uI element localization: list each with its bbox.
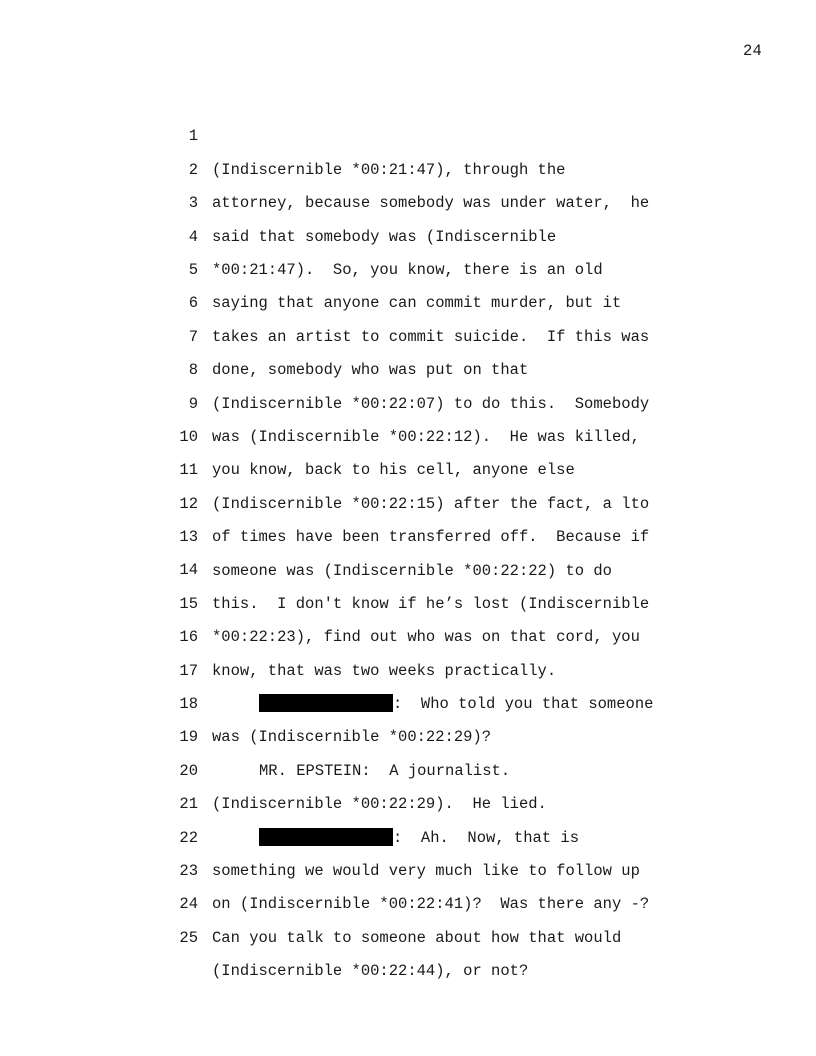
line-number: 18	[179, 695, 198, 714]
line-text: this. I don't know if he’s lost (Indiscernible	[212, 594, 650, 613]
line-number: 1	[188, 127, 198, 146]
line-number: 4	[188, 227, 198, 246]
line-text: : Ah. Now, that is	[393, 828, 580, 847]
line-number: 8	[188, 361, 198, 380]
line-number: 23	[179, 862, 198, 880]
line-text: *00:22:23), find out who was on that cord, you	[212, 628, 640, 647]
line-text: *00:21:47). So, you know, there is an old	[212, 260, 603, 279]
line-number: 19	[179, 728, 198, 747]
line-number: 5	[188, 260, 198, 279]
line-number: 9	[188, 394, 198, 413]
line-text: (Indiscernible *00:22:44), or not?	[212, 962, 529, 981]
line-number: 25	[179, 928, 198, 947]
line-text: was (Indiscernible *00:22:29)?	[212, 728, 492, 747]
line-number: 2	[188, 160, 198, 179]
line-number: 11	[179, 461, 198, 480]
line-text: was (Indiscernible *00:22:12). He was killed,	[212, 427, 640, 446]
line-number: 17	[179, 661, 198, 680]
line-number: 12	[179, 494, 198, 513]
line-text: takes an artist to commit suicide. If this was	[212, 327, 650, 346]
page-number: 24	[742, 42, 762, 60]
line-number: 15	[179, 594, 198, 613]
line-text: someone was (Indiscernible *00:22:22) to do	[212, 561, 612, 580]
line-number: 10	[179, 427, 198, 446]
line-text: : Who told you that someone	[393, 695, 654, 714]
line-number: 7	[188, 327, 198, 346]
line-number: 16	[179, 628, 198, 647]
line-text: on (Indiscernible *00:22:41)? Was there any -?	[212, 895, 650, 914]
line-number: 21	[179, 795, 198, 814]
line-text: said that somebody was (Indiscernible	[212, 227, 557, 246]
line-text: (Indiscernible *00:22:15) after the fact, a lto	[212, 494, 650, 513]
line-number: 24	[179, 895, 198, 914]
line-text: (Indiscernible *00:22:29). He lied.	[212, 795, 547, 814]
line-text: saying that anyone can commit murder, but it	[212, 294, 622, 313]
line-text: you know, back to his cell, anyone else	[212, 461, 575, 480]
line-number: 20	[179, 761, 198, 780]
transcript-body	[0, 87, 816, 981]
line-text: know, that was two weeks practically.	[212, 661, 557, 680]
line-text: attorney, because somebody was under water, he	[212, 194, 650, 213]
line-text: MR. EPSTEIN: A journalist.	[259, 761, 511, 780]
line-number: 22	[179, 828, 198, 847]
line-text: (Indiscernible *00:21:47), through the	[212, 160, 566, 179]
line-text: Can you talk to someone about how that would	[212, 928, 622, 947]
line-number: 6	[188, 294, 198, 313]
line-number: 14	[179, 561, 198, 580]
line-text: (Indiscernible *00:22:07) to do this. Somebody	[212, 394, 650, 413]
line-number: 3	[188, 194, 198, 213]
line-text: of times have been transferred off. Because if	[212, 528, 650, 547]
line-number: 13	[179, 528, 198, 547]
line-text: something we would very much like to follow up	[212, 862, 640, 881]
transcript-line	[0, 87, 816, 179]
line-text: done, somebody who was put on that	[212, 361, 529, 380]
